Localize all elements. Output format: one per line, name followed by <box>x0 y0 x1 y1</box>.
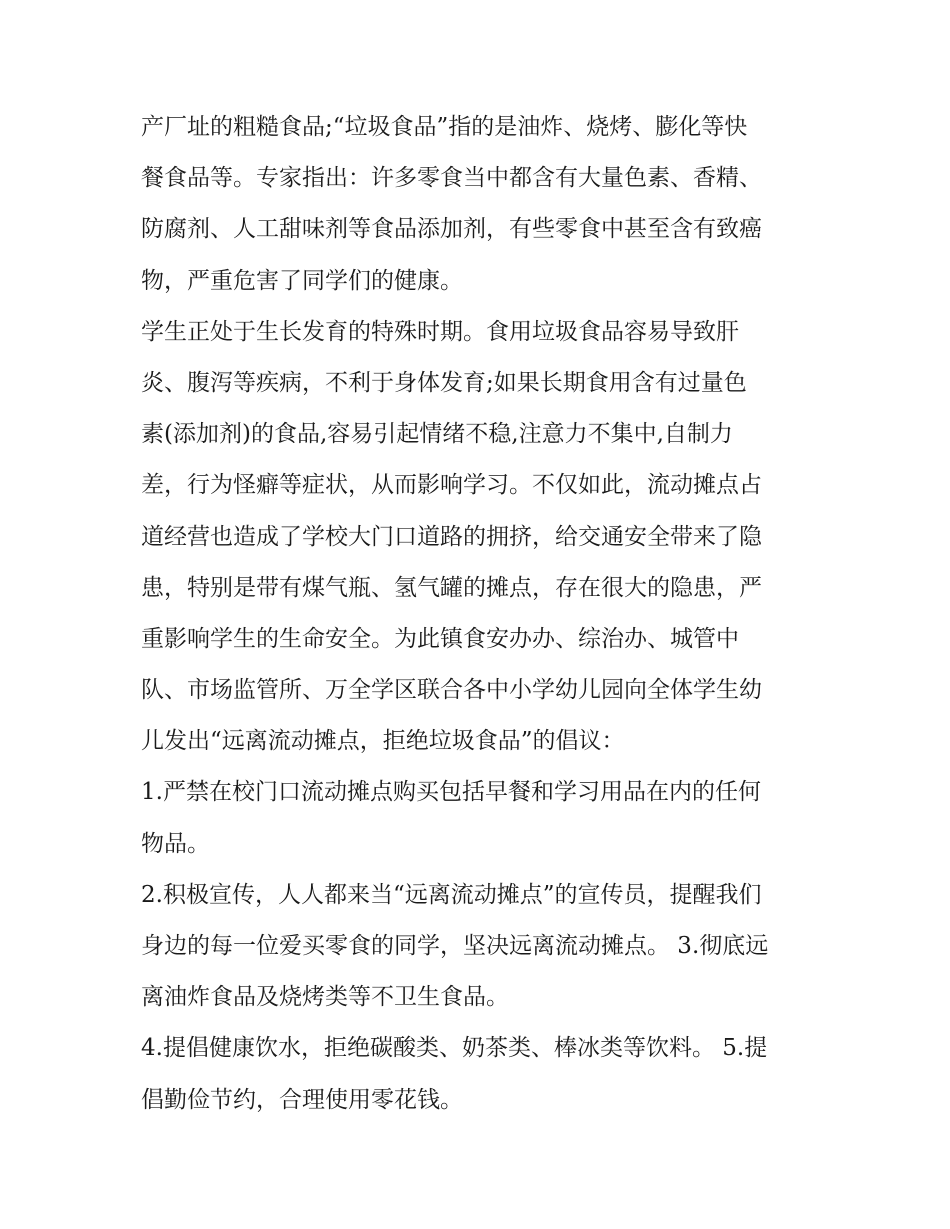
list-item-line: 4.提倡健康饮水，拒绝碳酸类、奶茶类、棒冰类等饮料。 5.提 <box>141 1035 768 1062</box>
text-line: 道经营也造成了学校大门口道路的拥挤，给交通安全带来了隐 <box>141 523 762 550</box>
list-item-line: 倡勤俭节约，合理使用零花钱。 <box>141 1086 463 1113</box>
text-line: 差，行为怪癖等症状，从而影响学习。不仅如此，流动摊点占 <box>141 472 762 499</box>
text-line: 防腐剂、人工甜味剂等食品添加剂，有些零食中甚至含有致癌 <box>141 216 762 243</box>
list-item-line: 1.严禁在校门口流动摊点购买包括早餐和学习用品在内的任何 <box>141 779 761 806</box>
text-line: 炎、腹泻等疾病，不利于身体发育;如果长期食用含有过量色 <box>141 369 747 396</box>
text-line: 重影响学生的生命安全。为此镇食安办办、综治办、城管中 <box>141 625 739 652</box>
text-line: 素(添加剂)的食品,容易引起情绪不稳,注意力不集中,自制力 <box>141 421 733 448</box>
text-line: 餐食品等。专家指出：许多零食当中都含有大量色素、香精、 <box>141 165 762 192</box>
document-body <box>141 102 821 1126</box>
text-line: 患，特别是带有煤气瓶、氢气罐的摊点，存在很大的隐患，严 <box>141 574 762 601</box>
list-item-line: 2.积极宣传，人人都来当“远离流动摊点”的宣传员，提醒我们 <box>141 881 762 908</box>
text-line: 队、市场监管所、万全学区联合各中小学幼儿园向全体学生幼 <box>141 677 762 704</box>
list-item-line: 身边的每一位爱买零食的同学，坚决远离流动摊点。 3.彻底远 <box>141 933 769 959</box>
list-item-line: 物品。 <box>141 830 210 857</box>
text-line: 物，严重危害了同学们的健康。 <box>141 267 463 294</box>
list-item-line: 离油炸食品及烧烤类等不卫生食品。 <box>141 984 509 1011</box>
text-line: 儿发出“远离流动摊点，拒绝垃圾食品”的倡议： <box>141 728 625 755</box>
text-line: 学生正处于生长发育的特殊时期。食用垃圾食品容易导致肝 <box>141 318 739 345</box>
text-line: 产厂址的粗糙食品;“垃圾食品”指的是油炸、烧烤、膨化等快 <box>141 114 748 140</box>
